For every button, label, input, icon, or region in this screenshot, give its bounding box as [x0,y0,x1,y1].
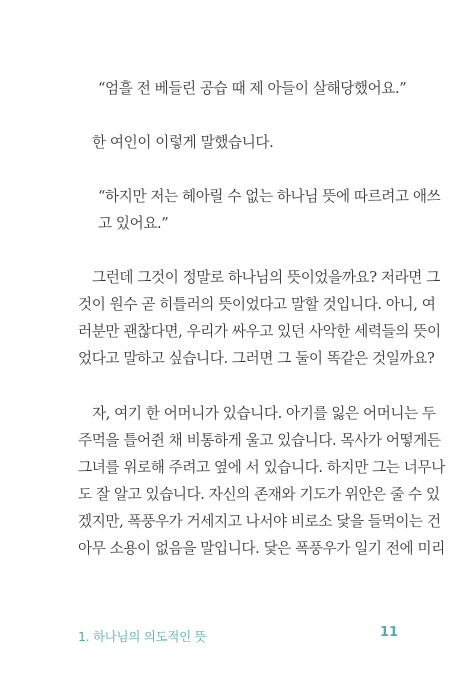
quote-line-2a: “하지만 저는 헤아릴 수 없는 하나님 뜻에 따르려고 애쓰 [98,188,441,205]
paragraph-2-line-3: 그녀를 위로해 주려고 옆에 서 있습니다. 하지만 그는 너무나 [78,459,445,476]
paragraph-2-line-2: 주먹을 틀어쥔 채 비통하게 울고 있습니다. 목사가 어떻게든 [78,432,441,449]
paragraph-2-line-5: 겠지만, 폭풍우가 거세지고 나서야 비로소 닻을 들먹이는 건 [78,513,441,530]
paragraph-1-line-3: 러분만 괜찮다면, 우리가 싸우고 있던 사악한 세력들의 뜻이 [78,323,441,340]
paragraph-2-line-1: 자, 여기 한 어머니가 있습니다. 아기를 잃은 어머니는 두 [92,405,436,422]
paragraph-1-line-1: 그런데 그것이 정말로 하나님의 뜻이었을까요? 저라면 그 [92,269,440,286]
narration-line: 한 여인이 이렇게 말했습니다. [92,134,274,151]
paragraph-2-line-4: 도 잘 알고 있습니다. 자신의 존재와 기도가 위안은 줄 수 있 [78,486,440,503]
paragraph-1-line-4: 었다고 말하고 싶습니다. 그러면 그 둘이 똑같은 것일까요? [78,350,435,367]
quote-line-2b: 고 있어요.” [98,215,169,232]
quote-line-1: “엄흘 전 베들린 공습 때 제 아들이 살해당했어요.” [98,80,407,97]
paragraph-2-line-6: 아무 소용이 없음을 말입니다. 닻은 폭풍우가 일기 전에 미리 [78,540,445,557]
chapter-title: 1. 하나님의 의도적인 뜻 [78,629,207,644]
paragraph-1-line-2: 것이 원수 곧 히틀러의 뜻이었다고 말할 것입니다. 아니, 여 [78,296,436,313]
page-number: 11 [380,625,399,640]
